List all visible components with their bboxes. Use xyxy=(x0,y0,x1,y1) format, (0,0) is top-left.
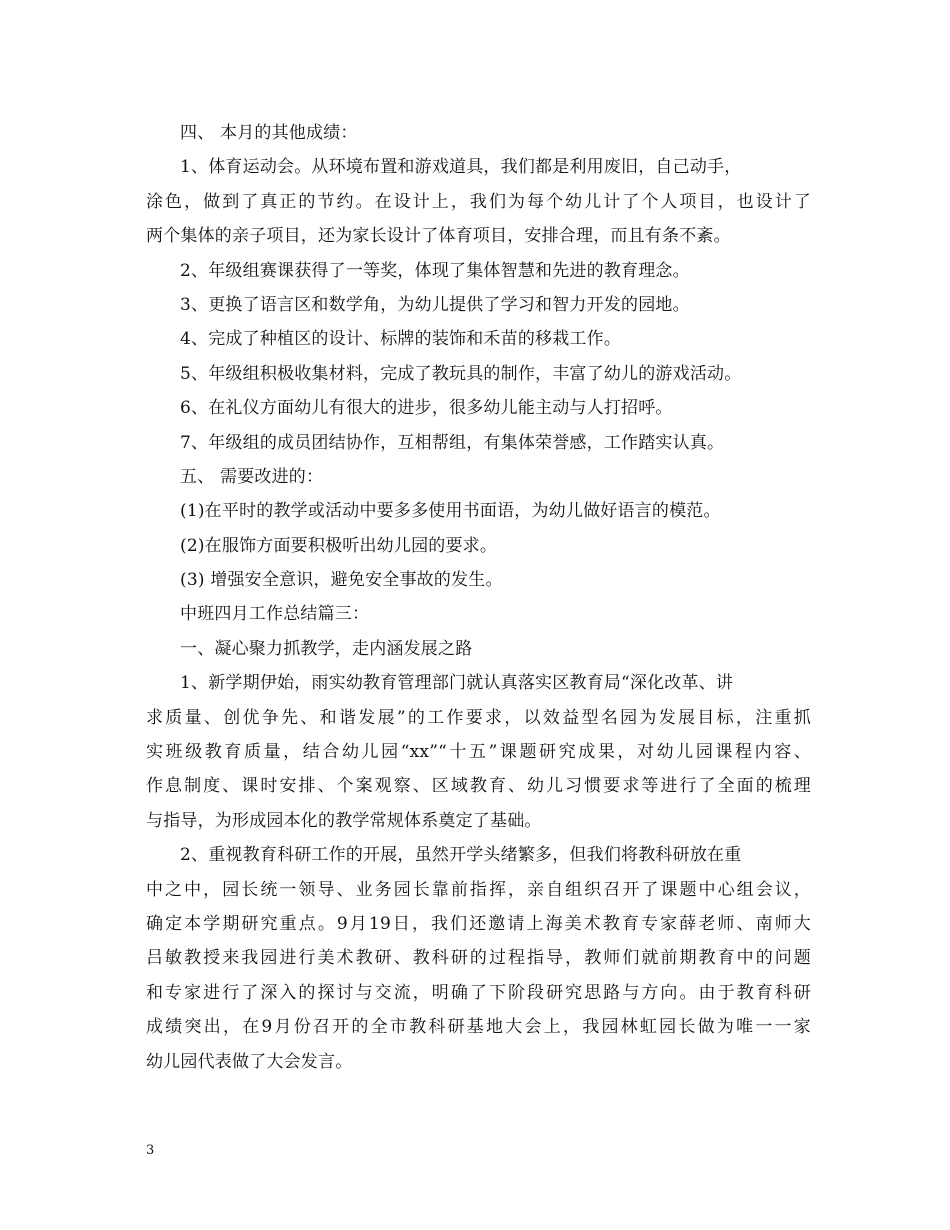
section-heading-improvements: 五、 需要改进的： xyxy=(180,466,324,487)
section-heading-other-achievements: 四、 本月的其他成绩： xyxy=(180,123,358,143)
list-item: 5、年级组积极收集材料，完成了教玩具的制作，丰富了幼儿的游戏活动。 xyxy=(180,363,742,384)
paragraph-line: 幼儿园代表做了大会发言。 xyxy=(146,1051,353,1072)
section-heading-teaching: 一、凝心聚力抓教学，走内涵发展之路 xyxy=(180,638,473,659)
page-number: 3 xyxy=(146,1143,155,1158)
list-item: 6、在礼仪方面幼儿有很大的进步，很多幼儿能主动与人打招呼。 xyxy=(180,398,673,419)
paragraph-line: 求质量、创优争先、和谐发展”的工作要求，以效益型名园为发展目标，注重抓 xyxy=(146,707,811,728)
paragraph-line: 成绩突出，在9月份召开的全市教科研基地大会上，我园林虹园长做为唯一一家 xyxy=(146,1017,811,1038)
list-item: 2、年级组赛课获得了一等奖，体现了集体智慧和先进的教育理念。 xyxy=(180,260,690,281)
paragraph-line: 1、新学期伊始，雨实幼教育管理部门就认真落实区教育局“深化改革、讲 xyxy=(180,673,734,694)
list-item: (1)在平时的教学或活动中要多多使用书面语，为幼儿做好语言的模范。 xyxy=(180,501,721,522)
paragraph-line: 作息制度、课时安排、个案观察、区域教育、幼儿习惯要求等进行了全面的梳理 xyxy=(146,776,811,797)
paragraph-line: 1、体育运动会。从环境布置和游戏道具，我们都是利用废旧，自己动手， xyxy=(180,157,742,178)
document-body xyxy=(146,116,811,1079)
paragraph-line: 确定本学期研究重点。9月19日，我们还邀请上海美术教育专家薛老师、南师大 xyxy=(146,913,811,934)
paragraph-line: 实班级教育质量，结合幼儿园“xx”“十五”课题研究成果，对幼儿园课程内容、 xyxy=(146,742,811,763)
paragraph-line: 和专家进行了深入的探讨与交流，明确了下阶段研究思路与方向。由于教育科研 xyxy=(146,982,811,1003)
paragraph-line: 中之中，园长统一领导、业务园长靠前指挥，亲自组织召开了课题中心组会议， xyxy=(146,879,811,900)
paragraph-line: 涂色，做到了真正的节约。在设计上，我们为每个幼儿计了个人项目，也设计了 xyxy=(146,191,811,212)
article-title: 中班四月工作总结篇三： xyxy=(180,604,370,625)
paragraph-line: 2、重视教育科研工作的开展，虽然开学头绪繁多，但我们将教科研放在重 xyxy=(180,845,742,866)
paragraph-line: 吕敏教授来我园进行美术教研、教科研的过程指导，教师们就前期教育中的问题 xyxy=(146,948,811,969)
list-item: 3、更换了语言区和数学角，为幼儿提供了学习和智力开发的园地。 xyxy=(180,294,690,315)
list-item: 4、完成了种植区的设计、标牌的装饰和禾苗的移栽工作。 xyxy=(180,329,622,350)
list-item: (2)在服饰方面要积极听出幼儿园的要求。 xyxy=(180,535,498,556)
paragraph-line: 与指导，为形成园本化的教学常规体系奠定了基础。 xyxy=(146,810,542,831)
list-item: 7、年级组的成员团结协作，互相帮组，有集体荣誉感，工作踏实认真。 xyxy=(180,432,725,453)
paragraph-line: 两个集体的亲子项目，还为家长设计了体育项目，安排合理，而且有条不紊。 xyxy=(146,226,731,247)
list-item: (3) 增强安全意识，避免安全事故的发生。 xyxy=(180,570,503,591)
